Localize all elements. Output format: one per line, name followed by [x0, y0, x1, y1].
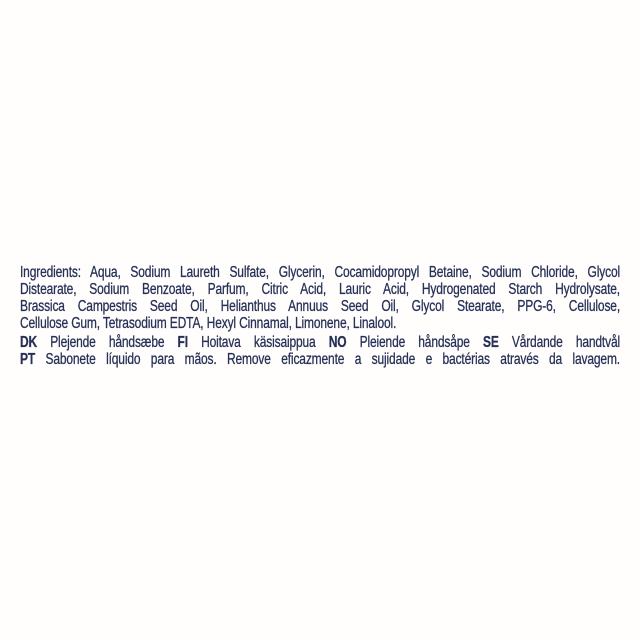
language-code-dk: DK: [20, 334, 38, 351]
ingredients-line-3-text: Brassica Campestris Seed Oil, Helianthus Annuus Seed Oil, Glycol Stearate, PPG-6, Cellulose,: [20, 298, 620, 315]
ingredients-line-3: [20, 298, 620, 315]
language-code-pt: PT: [20, 351, 36, 368]
language-line-nordic-content: [20, 334, 620, 351]
ingredients-line-1-text: Ingredients: Aqua, Sodium Laureth Sulfate, Glycerin, Cocamidopropyl Betaine, Sodium Chloride, Glycol: [20, 264, 620, 281]
ingredients-line-2: [20, 281, 620, 298]
language-line-pt-content: [20, 351, 620, 368]
language-text-fi: Hoitava käsisaippua: [201, 334, 316, 351]
ingredients-line-4-text: Cellulose Gum, Tetrasodium EDTA, Hexyl Cinnamal, Limonene, Linalool.: [20, 315, 397, 332]
language-line-pt: [20, 351, 620, 368]
language-text-dk: Plejende håndsæbe: [50, 334, 165, 351]
language-text-pt: Sabonete líquido para mãos. Remove eficazmente a sujidade e bactérias através da lavagem.: [45, 351, 620, 368]
language-text-se: Vårdande handtvål: [511, 334, 621, 351]
language-line-nordic: [20, 334, 620, 351]
ingredients-line-1: [20, 264, 620, 281]
language-code-fi: FI: [177, 334, 188, 351]
language-text-no: Pleiende håndsåpe: [359, 334, 470, 351]
language-code-se: SE: [482, 334, 499, 351]
ingredients-line-4: [20, 315, 620, 332]
ingredients-line-2-text: Distearate, Sodium Benzoate, Parfum, Citric Acid, Lauric Acid, Hydrogenated Starch Hydrolysate,: [20, 281, 620, 298]
language-code-no: NO: [328, 334, 347, 351]
label-text-block: [20, 264, 620, 368]
language-descriptions: [20, 334, 620, 368]
